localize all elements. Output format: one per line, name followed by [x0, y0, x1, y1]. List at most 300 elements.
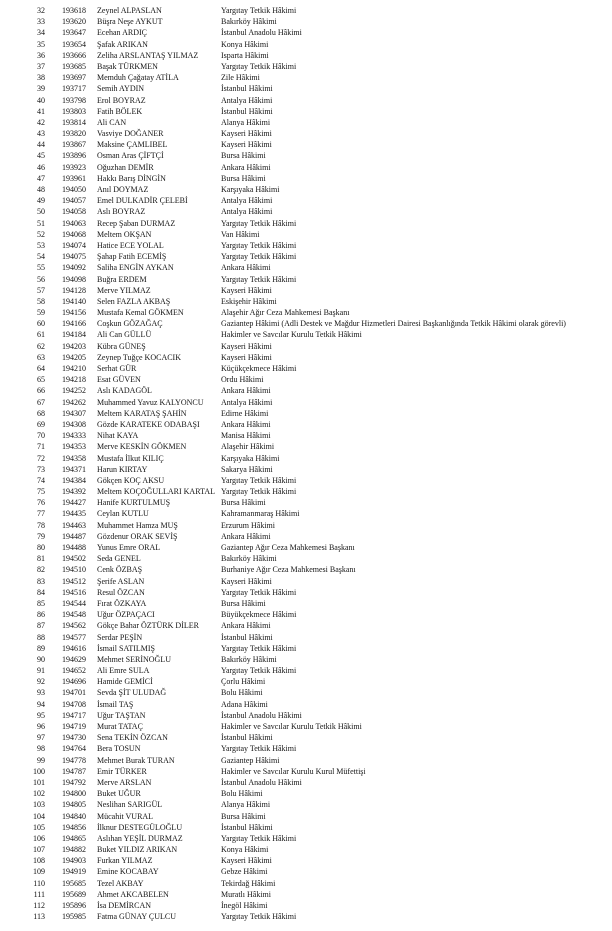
registry-number: 193666 [62, 50, 86, 60]
row-number: 96 [37, 722, 45, 731]
judge-name: Kübra GÜNEŞ [97, 341, 146, 351]
judge-name: Mustafa Kemal GÖKMEN [97, 308, 184, 318]
judge-name: Recep Şaban DURMAZ [97, 218, 176, 228]
table-row [0, 72, 612, 83]
judge-title: Alaşehir Ağır Ceza Mahkemesi Başkanı [221, 308, 350, 318]
table-row [0, 27, 612, 38]
judge-title: Kayseri Hâkimi [221, 285, 272, 295]
judge-title: Kayseri Hâkimi [221, 576, 272, 586]
table-row [0, 542, 612, 553]
row-number: 53 [37, 240, 45, 250]
judge-name: Merve YILMAZ [97, 285, 151, 295]
judge-name: Merve ARSLAN [97, 777, 152, 787]
judge-title: Adana Hâkimi [221, 699, 268, 709]
table-row [0, 5, 612, 16]
row-number: 59 [37, 308, 45, 318]
judge-name: Şerife ASLAN [97, 576, 145, 586]
judge-name: İsmail SATILMIŞ [97, 643, 155, 653]
judge-title: Ankara Hâkimi [221, 386, 271, 396]
judge-name: Meltem OKŞAN [97, 229, 152, 239]
judge-name: Selen FAZLA AKBAŞ [97, 296, 171, 306]
judge-title: Sakarya Hâkimi [221, 464, 273, 474]
table-row [0, 341, 612, 352]
table-row [0, 117, 612, 128]
registry-number: 194205 [62, 352, 86, 362]
registry-number: 195896 [62, 901, 86, 910]
judge-title: Tekirdağ Hâkimi [221, 878, 276, 888]
judge-title: Yargıtay Tetkik Hâkimi [221, 61, 297, 71]
row-number: 48 [37, 185, 45, 194]
judge-title: Ankara Hâkimi [221, 162, 271, 172]
row-number: 57 [37, 285, 45, 295]
row-number: 58 [37, 296, 45, 306]
row-number: 109 [33, 867, 45, 877]
judge-title: Yargıtay Tetkik Hâkimi [221, 643, 297, 653]
row-number: 94 [37, 699, 45, 709]
judge-name: Gözde KARATEKE ODABAŞI [97, 419, 200, 429]
row-number: 47 [37, 173, 45, 183]
row-number: 90 [37, 654, 45, 664]
row-number: 73 [37, 464, 45, 474]
registry-number: 194463 [62, 520, 86, 530]
table-row [0, 833, 612, 844]
registry-number: 193896 [62, 151, 86, 161]
registry-number: 194384 [62, 475, 86, 485]
registry-number: 193620 [62, 17, 86, 27]
table-row [0, 206, 612, 217]
table-row [0, 106, 612, 117]
judge-name: Zeynel ALPASLAN [97, 6, 162, 15]
table-row [0, 285, 612, 296]
judge-list [0, 5, 612, 922]
row-number: 85 [37, 598, 45, 608]
table-row [0, 329, 612, 340]
registry-number: 194800 [62, 789, 86, 799]
row-number: 71 [37, 442, 45, 452]
judge-name: Emine KOCABAY [97, 867, 159, 877]
judge-title: Bursa Hâkimi [221, 173, 266, 183]
judge-title: Van Hâkimi [221, 229, 260, 239]
table-row [0, 128, 612, 139]
row-number: 98 [37, 744, 45, 754]
judge-title: Bakırköy Hâkimi [221, 17, 277, 27]
judge-name: Ali CAN [97, 117, 127, 127]
registry-number: 194577 [62, 632, 86, 642]
registry-number: 194166 [62, 319, 86, 329]
row-number: 46 [37, 162, 45, 172]
registry-number: 194074 [62, 240, 86, 250]
registry-number: 194203 [62, 341, 86, 351]
row-number: 37 [37, 61, 45, 71]
registry-number: 194805 [62, 800, 86, 810]
row-number: 50 [37, 207, 45, 217]
registry-number: 194865 [62, 833, 86, 843]
row-number: 51 [37, 218, 45, 228]
table-row [0, 475, 612, 486]
judge-title: Kayseri Hâkimi [221, 140, 272, 150]
table-row [0, 83, 612, 94]
judge-title: Bursa Hâkimi [221, 811, 266, 821]
registry-number: 194629 [62, 654, 86, 664]
judge-name: Hakkı Barış DİNGİN [97, 173, 166, 183]
judge-title: İstanbul Hâkimi [221, 84, 273, 94]
registry-number: 193961 [62, 173, 86, 183]
judge-name: Mehmet Burak TURAN [97, 755, 175, 765]
judge-title: Küçükçekmece Hâkimi [221, 364, 297, 373]
registry-number: 194502 [62, 554, 86, 564]
judge-title: Kahramanmaraş Hâkimi [221, 509, 300, 519]
judge-name: Memduh Çağatay ATİLA [97, 73, 179, 83]
registry-number: 194210 [62, 364, 86, 373]
judge-name: Meltem KOÇOĞULLARI KARTAL [97, 487, 215, 497]
registry-number: 194719 [62, 722, 86, 731]
judge-name: İsmail TAŞ [97, 699, 134, 709]
judge-name: Yunus Emre ORAL [97, 543, 161, 552]
registry-number: 194544 [62, 598, 86, 608]
judge-name: Uğur TAŞTAN [97, 710, 146, 720]
row-number: 41 [37, 106, 45, 116]
row-number: 82 [37, 565, 45, 575]
table-row [0, 139, 612, 150]
row-number: 39 [37, 84, 45, 94]
judge-name: Maksine ÇAMLIBEL [97, 140, 168, 150]
registry-number: 194882 [62, 845, 86, 855]
table-row [0, 620, 612, 631]
table-row [0, 229, 612, 240]
judge-name: Sevda ŞİT ULUDAĞ [97, 688, 167, 698]
judge-title: Kayseri Hâkimi [221, 129, 272, 139]
registry-number: 194512 [62, 576, 86, 586]
row-number: 100 [33, 766, 45, 776]
row-number: 113 [33, 912, 45, 922]
registry-number: 194184 [62, 330, 86, 340]
judge-name: Seda GENEL [97, 554, 141, 564]
row-number: 108 [33, 856, 45, 866]
judge-name: Vasviye DOĞANER [97, 129, 164, 139]
row-number: 91 [37, 666, 45, 676]
registry-number: 194392 [62, 487, 86, 497]
row-number: 45 [37, 151, 45, 161]
judge-title: Antalya Hâkimi [221, 397, 273, 407]
table-row [0, 732, 612, 743]
judge-name: Hatice ECE YOLAL [97, 240, 164, 250]
judge-title: Muratlı Hâkimi [221, 889, 271, 899]
table-row [0, 173, 612, 184]
judge-title: Zile Hâkimi [221, 73, 260, 83]
judge-name: Cenk ÖZBAŞ [97, 565, 143, 575]
row-number: 40 [37, 95, 45, 105]
row-number: 83 [37, 576, 45, 586]
judge-title: Bursa Hâkimi [221, 151, 266, 161]
judge-name: Aslıhan YEŞİL DURMAZ [97, 833, 183, 843]
judge-title: Çorlu Hâkimi [221, 677, 266, 687]
judge-title: İstanbul Hâkimi [221, 106, 273, 116]
judge-title: Yargıtay Tetkik Hâkimi [221, 587, 297, 597]
judge-name: Tezel AKBAY [97, 878, 144, 888]
row-number: 54 [37, 252, 45, 262]
judge-title: Eskişehir Hâkimi [221, 296, 277, 306]
registry-number: 194919 [62, 867, 86, 877]
row-number: 104 [33, 811, 45, 821]
row-number: 36 [37, 50, 45, 60]
registry-number: 194427 [62, 498, 86, 508]
judge-title: Hakimler ve Savcılar Kurulu Tetkik Hâkimi [221, 722, 362, 731]
judge-name: Muhammet Hamza MUŞ [97, 520, 178, 530]
registry-number: 194778 [62, 755, 86, 765]
registry-number: 194562 [62, 621, 86, 631]
registry-number: 195689 [62, 889, 86, 899]
judge-name: Gökçen KOÇ AKSU [97, 475, 165, 485]
judge-name: Ali Emre SULA [97, 666, 150, 676]
table-row [0, 150, 612, 161]
judge-name: Emir TÜRKER [97, 766, 147, 776]
row-number: 42 [37, 117, 45, 127]
row-number: 61 [37, 330, 45, 340]
registry-number: 193814 [62, 117, 86, 127]
judge-name: Mustafa İlkut KILIÇ [97, 453, 164, 463]
table-row [0, 676, 612, 687]
judge-name: İlknur DESTEGÜLOĞLU [97, 822, 183, 832]
row-number: 92 [37, 677, 45, 687]
judge-title: Yargıtay Tetkik Hâkimi [221, 666, 297, 676]
table-row [0, 878, 612, 889]
row-number: 75 [37, 487, 45, 497]
judge-name: Bera TOSUN [97, 744, 141, 754]
registry-number: 194140 [62, 296, 86, 306]
table-row [0, 352, 612, 363]
judge-name: Oğuzhan DEMİR [97, 162, 154, 172]
registry-number: 194792 [62, 777, 86, 787]
judge-name: Şahap Fatih ECEMİŞ [97, 252, 167, 262]
table-row [0, 564, 612, 575]
table-row [0, 251, 612, 262]
registry-number: 194435 [62, 509, 86, 519]
judge-name: Aslı BOYRAZ [97, 207, 146, 217]
registry-number: 194128 [62, 285, 86, 295]
table-row [0, 419, 612, 430]
judge-title: Kayseri Hâkimi [221, 856, 272, 866]
table-row [0, 855, 612, 866]
table-row [0, 16, 612, 27]
registry-number: 193685 [62, 61, 86, 71]
judge-name: Şafak ARIKAN [97, 39, 148, 49]
registry-number: 194730 [62, 733, 86, 743]
table-row [0, 430, 612, 441]
table-row [0, 385, 612, 396]
registry-number: 193647 [62, 28, 86, 38]
judge-title: Yargıtay Tetkik Hâkimi [221, 912, 297, 922]
row-number: 69 [37, 419, 45, 429]
judge-name: Harun KIRTAY [97, 464, 148, 474]
judge-title: Konya Hâkimi [221, 39, 269, 49]
row-number: 60 [37, 319, 45, 329]
table-row [0, 889, 612, 900]
row-number: 66 [37, 386, 45, 396]
registry-number: 194358 [62, 453, 86, 463]
judge-title: Hakimler ve Savcılar Kurulu Tetkik Hâkimi [221, 330, 362, 340]
row-number: 97 [37, 733, 45, 743]
registry-number: 193618 [62, 6, 86, 15]
judge-title: Yargıtay Tetkik Hâkimi [221, 240, 297, 250]
judge-title: İstanbul Anadolu Hâkimi [221, 710, 302, 720]
table-row [0, 699, 612, 710]
table-row [0, 643, 612, 654]
row-number: 67 [37, 397, 45, 407]
row-number: 102 [33, 789, 45, 799]
judge-name: Saliha ENGİN AYKAN [97, 263, 174, 273]
table-row [0, 900, 612, 911]
registry-number: 194516 [62, 587, 86, 597]
row-number: 62 [37, 341, 45, 351]
judge-name: Gözdenur ORAK SEVİŞ [97, 531, 178, 541]
judge-title: Kayseri Hâkimi [221, 341, 272, 351]
judge-title: Ordu Hâkimi [221, 375, 264, 385]
row-number: 72 [37, 453, 45, 463]
judge-name: Aslı KADAGÖL [97, 386, 152, 396]
table-row [0, 318, 612, 329]
judge-title: İstanbul Hâkimi [221, 733, 273, 743]
judge-name: Resul ÖZCAN [97, 587, 145, 597]
registry-number: 194057 [62, 196, 86, 206]
registry-number: 194717 [62, 710, 86, 720]
table-row [0, 95, 612, 106]
judge-title: Antalya Hâkimi [221, 207, 273, 217]
table-row [0, 240, 612, 251]
judge-title: Burhaniye Ağır Ceza Mahkemesi Başkanı [221, 565, 356, 575]
judge-title: Alaşehir Hâkimi [221, 442, 275, 452]
judge-title: Kayseri Hâkimi [221, 352, 272, 362]
row-number: 99 [37, 755, 45, 765]
judge-title: İstanbul Anadolu Hâkimi [221, 28, 302, 38]
table-row [0, 296, 612, 307]
judge-name: Ali Can GÜLLÜ [97, 330, 152, 340]
registry-number: 194156 [62, 308, 86, 318]
table-row [0, 587, 612, 598]
table-row [0, 598, 612, 609]
table-row [0, 374, 612, 385]
row-number: 101 [33, 777, 45, 787]
row-number: 103 [33, 800, 45, 810]
judge-title: Gebze Hâkimi [221, 867, 268, 877]
table-row [0, 632, 612, 643]
row-number: 52 [37, 229, 45, 239]
judge-title: Ankara Hâkimi [221, 419, 271, 429]
judge-name: Zeliha ARSLANTAŞ YILMAZ [97, 50, 199, 60]
judge-title: İstanbul Hâkimi [221, 822, 273, 832]
table-row [0, 486, 612, 497]
judge-title: Yargıtay Tetkik Hâkimi [221, 252, 297, 262]
row-number: 56 [37, 274, 45, 284]
registry-number: 194098 [62, 274, 86, 284]
judge-title: Antalya Hâkimi [221, 95, 273, 105]
judge-title: Bakırköy Hâkimi [221, 554, 277, 564]
registry-number: 194050 [62, 185, 86, 194]
table-row [0, 788, 612, 799]
table-row [0, 609, 612, 620]
registry-number: 194696 [62, 677, 86, 687]
judge-name: Mücahit VURAL [97, 811, 154, 821]
row-number: 89 [37, 643, 45, 653]
judge-title: Bolu Hâkimi [221, 688, 263, 698]
registry-number: 194252 [62, 386, 86, 396]
registry-number: 194708 [62, 699, 86, 709]
row-number: 106 [33, 833, 45, 843]
table-row [0, 576, 612, 587]
registry-number: 194333 [62, 431, 86, 441]
table-row [0, 195, 612, 206]
judge-title: İstanbul Anadolu Hâkimi [221, 777, 302, 787]
judge-name: Mehmet SERİNOĞLU [97, 654, 171, 664]
table-row [0, 721, 612, 732]
row-number: 111 [33, 889, 45, 899]
table-row [0, 397, 612, 408]
row-number: 84 [37, 587, 45, 597]
judge-name: Murat TATAÇ [97, 722, 143, 731]
judge-title: Hakimler ve Savcılar Kurulu Kurul Müfettişi [221, 766, 366, 776]
judge-name: Buket YILDIZ ARIKAN [97, 845, 178, 855]
judge-title: Edirne Hâkimi [221, 408, 269, 418]
registry-number: 194218 [62, 375, 86, 385]
registry-number: 194058 [62, 207, 86, 217]
judge-title: Bursa Hâkimi [221, 498, 266, 508]
row-number: 88 [37, 632, 45, 642]
row-number: 63 [37, 352, 45, 362]
table-row [0, 39, 612, 50]
registry-number: 194764 [62, 744, 86, 754]
judge-title: Alanya Hâkimi [221, 800, 271, 810]
judge-name: Furkan YILMAZ [97, 856, 153, 866]
judge-name: Sena TEKİN ÖZCAN [97, 733, 168, 743]
judge-title: Ankara Hâkimi [221, 531, 271, 541]
row-number: 76 [37, 498, 45, 508]
judge-name: Erol BOYRAZ [97, 95, 146, 105]
table-row [0, 755, 612, 766]
table-row [0, 408, 612, 419]
registry-number: 194616 [62, 643, 86, 653]
table-row [0, 553, 612, 564]
judge-title: Karşıyaka Hâkimi [221, 185, 280, 194]
judge-name: Hanife KURTULMUŞ [97, 498, 171, 508]
table-row [0, 497, 612, 508]
judge-title: Yargıtay Tetkik Hâkimi [221, 744, 297, 754]
judge-name: Serhat GÜR [97, 364, 137, 373]
row-number: 64 [37, 364, 45, 373]
row-number: 38 [37, 73, 45, 83]
registry-number: 194262 [62, 397, 86, 407]
table-row [0, 508, 612, 519]
row-number: 80 [37, 543, 45, 552]
registry-number: 193803 [62, 106, 86, 116]
judge-title: Bakırköy Hâkimi [221, 654, 277, 664]
table-row [0, 866, 612, 877]
judge-title: Erzurum Hâkimi [221, 520, 275, 530]
row-number: 81 [37, 554, 45, 564]
judge-name: Hamide GEMİCİ [97, 677, 153, 687]
table-row [0, 811, 612, 822]
judge-title: Manisa Hâkimi [221, 431, 271, 441]
judge-title: Ankara Hâkimi [221, 263, 271, 273]
registry-number: 194307 [62, 408, 86, 418]
judge-title: Karşıyaka Hâkimi [221, 453, 280, 463]
judge-title: Büyükçekmece Hâkimi [221, 610, 297, 620]
registry-number: 194856 [62, 822, 86, 832]
judge-title: Isparta Hâkimi [221, 50, 269, 60]
table-row [0, 274, 612, 285]
judge-name: Buket UĞUR [97, 789, 141, 799]
judge-name: Meltem KARATAŞ ŞAHİN [97, 408, 187, 418]
judge-title: Yargıtay Tetkik Hâkimi [221, 6, 297, 15]
row-number: 112 [33, 901, 45, 910]
